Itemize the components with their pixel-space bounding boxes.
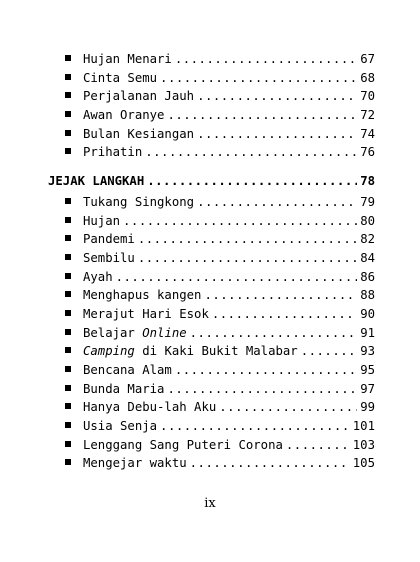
toc-entry[interactable]: [48, 436, 375, 455]
toc-entry-page: 80: [360, 213, 375, 228]
bullet-icon: [65, 441, 71, 447]
toc-entry-title: Pandemi: [83, 232, 135, 247]
toc-entry[interactable]: [48, 193, 375, 212]
toc-entry[interactable]: [48, 361, 375, 380]
bullet-icon: [65, 347, 71, 353]
toc-entry[interactable]: [48, 106, 375, 125]
toc-entry[interactable]: [48, 230, 375, 249]
toc-entry-title-suffix: di Kaki Bukit Malabar: [134, 344, 298, 359]
toc-entry-title: Hujan Menari: [83, 52, 172, 66]
bullet-icon: [65, 459, 71, 465]
bullet-icon: [65, 148, 71, 154]
bullet-icon: [65, 310, 71, 316]
toc-entry-title: Cinta Semu: [83, 70, 158, 85]
toc-entry[interactable]: [48, 398, 375, 417]
toc-entry[interactable]: [48, 87, 375, 106]
dot-leader: [219, 398, 357, 417]
dot-leader: [286, 436, 350, 455]
bullet-icon: [65, 74, 71, 80]
toc-entry[interactable]: [48, 143, 375, 162]
bullet-icon: [65, 55, 71, 61]
bullet-icon: [65, 385, 71, 391]
toc-entry-title: Awan Oranye: [83, 108, 165, 123]
toc-entry-page: 105: [352, 456, 375, 471]
dot-leader: [160, 417, 350, 436]
bullet-icon: [65, 422, 71, 428]
toc-entry-page: 99: [360, 400, 375, 415]
dot-leader: [190, 454, 350, 473]
toc-entry[interactable]: [48, 324, 375, 343]
toc-entry-title: Bunda Maria: [83, 381, 165, 396]
toc-entry-page: 86: [360, 269, 375, 284]
toc-entry[interactable]: [48, 50, 375, 69]
toc-entry-page: 90: [360, 306, 375, 321]
toc-entry-page: 88: [360, 288, 375, 303]
toc-entry-page: 70: [360, 89, 375, 104]
toc-entry-page: 84: [360, 250, 375, 265]
bullet-icon: [65, 291, 71, 297]
toc-entry-title: Bencana Alam: [83, 363, 172, 377]
toc-entry[interactable]: [48, 286, 375, 305]
toc-section-title: JEJAK LANGKAH: [48, 174, 145, 189]
toc-entry-page: 95: [360, 363, 375, 377]
bullet-icon: [65, 254, 71, 260]
toc-entry-page: 72: [360, 108, 375, 123]
toc-entry-page: 68: [360, 70, 375, 85]
toc-entry-title: Ayah: [83, 269, 113, 284]
toc-section-heading[interactable]: [48, 172, 375, 191]
toc-entry-title: [83, 342, 298, 361]
dot-leader: [167, 106, 357, 125]
dot-leader: [138, 230, 357, 249]
toc-entry-page: 82: [360, 232, 375, 247]
toc-entry-title-italic: Camping: [83, 344, 135, 359]
toc-entry-title-italic: Online: [142, 325, 187, 340]
bullet-icon: [65, 403, 71, 409]
dot-leader: [175, 50, 357, 69]
toc-entry-title-prefix: Belajar: [83, 325, 143, 340]
bullet-icon: [65, 366, 71, 372]
table-of-contents: [48, 50, 375, 473]
dot-leader: [123, 212, 357, 231]
toc-entry-title: Hanya Debu-lah Aku: [83, 400, 217, 415]
bullet-icon: [65, 217, 71, 223]
toc-entry-title: Hujan: [83, 213, 121, 228]
bullet-icon: [65, 111, 71, 117]
toc-entry[interactable]: [48, 417, 375, 436]
toc-entry-title: Lenggang Sang Puteri Corona: [83, 437, 283, 452]
dot-leader: [197, 87, 357, 106]
bullet-icon: [65, 329, 71, 335]
toc-entry-title: Merajut Hari Esok: [83, 306, 209, 321]
toc-entry-title: Tukang Singkong: [83, 194, 195, 209]
dot-leader: [116, 268, 358, 287]
toc-entry-page: 103: [352, 437, 375, 452]
toc-entry[interactable]: [48, 268, 375, 287]
dot-leader: [197, 193, 357, 212]
toc-entry[interactable]: [48, 212, 375, 231]
toc-entry[interactable]: [48, 69, 375, 88]
toc-entry[interactable]: [48, 305, 375, 324]
toc-entry-page: 97: [360, 381, 375, 396]
toc-entry-page: 79: [360, 194, 375, 209]
toc-entry-page: 93: [360, 344, 375, 359]
toc-entry[interactable]: [48, 380, 375, 399]
dot-leader: [301, 342, 357, 361]
dot-leader: [212, 305, 357, 324]
dot-leader: [175, 361, 357, 380]
dot-leader: [160, 69, 357, 88]
toc-entry[interactable]: [48, 249, 375, 268]
dot-leader: [204, 286, 357, 305]
toc-entry-title: Mengejar waktu: [83, 456, 187, 471]
bullet-icon: [65, 235, 71, 241]
dot-leader: [138, 249, 357, 268]
dot-leader: [167, 380, 357, 399]
toc-entry-title: Sembilu: [83, 250, 135, 265]
bullet-icon: [65, 273, 71, 279]
bullet-icon: [65, 92, 71, 98]
toc-entry[interactable]: [48, 125, 375, 144]
toc-entry-title: Prihatin: [83, 145, 143, 160]
toc-entry-title: Menghapus kangen: [83, 288, 202, 303]
toc-entry-page: 101: [352, 419, 375, 434]
toc-entry-page: 76: [360, 145, 375, 160]
toc-entry-title: Perjalanan Jauh: [83, 89, 195, 104]
toc-entry[interactable]: [48, 342, 375, 361]
toc-entry[interactable]: [48, 454, 375, 473]
toc-entry-title: Bulan Kesiangan: [83, 126, 195, 141]
toc-entry-page: 67: [360, 52, 375, 66]
toc-entry-page: 74: [360, 126, 375, 141]
toc-entry-page: 91: [360, 325, 375, 340]
dot-leader: [147, 172, 357, 191]
toc-entry-title: [83, 324, 187, 343]
bullet-icon: [65, 130, 71, 136]
toc-entry-title: Usia Senja: [83, 419, 158, 434]
page-number: ix: [204, 496, 216, 511]
dot-leader: [145, 143, 357, 162]
dot-leader: [190, 324, 358, 343]
dot-leader: [197, 125, 357, 144]
bullet-icon: [65, 198, 71, 204]
toc-section-page: 78: [360, 174, 375, 189]
